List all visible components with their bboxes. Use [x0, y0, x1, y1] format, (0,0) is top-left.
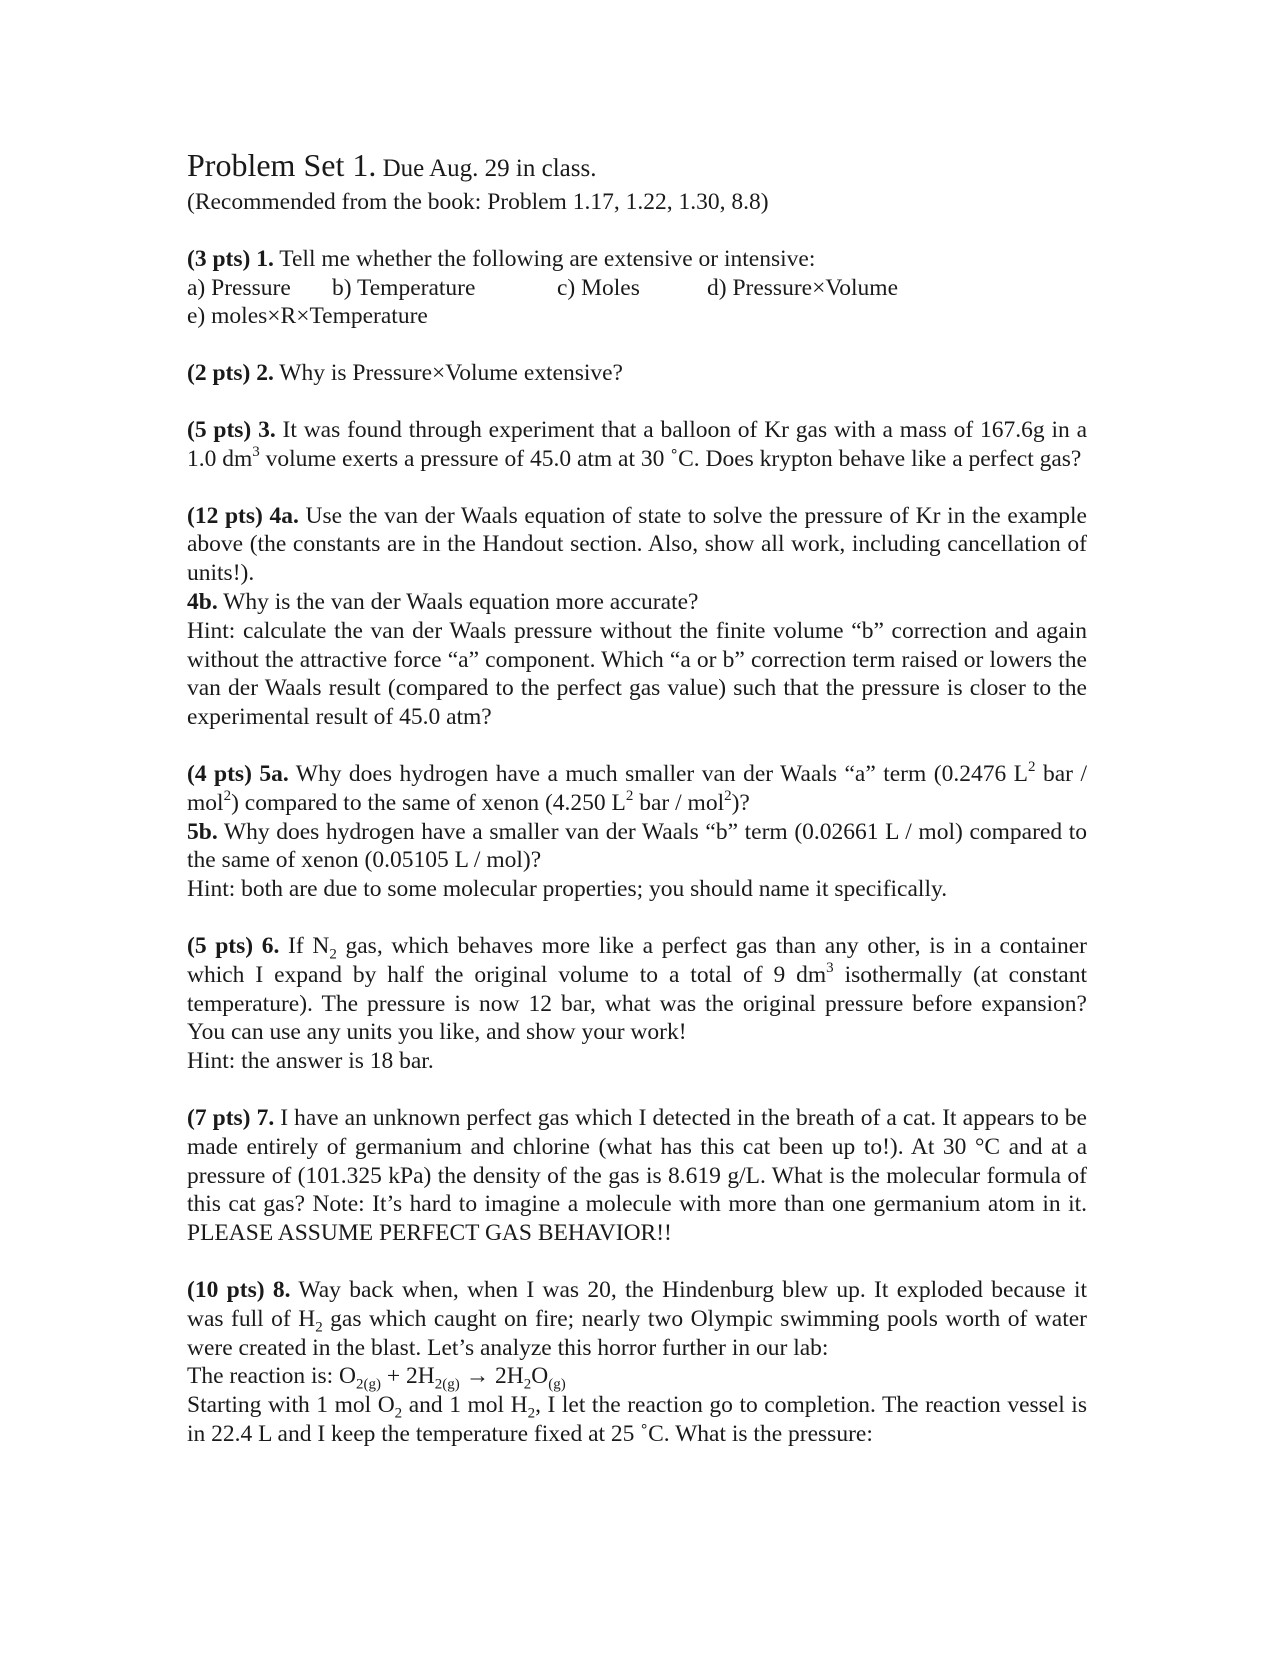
question-6-points: (5 pts) 6.	[187, 932, 280, 959]
option-d: d) Pressure×Volume	[707, 274, 899, 301]
question-1-points: (3 pts) 1.	[187, 245, 274, 272]
question-8: (10 pts) 8. Way back when, when I was 20, the Hindenburg blew up. It exploded because it was full of $H_2$ gas which caught on fire; nearly two Olympic swimming pools worth of water were created in the blast. Let’s analyze this horror further in our lab:	[187, 1276, 1088, 1361]
question-4a: (12 pts) 4a. Use the van der Waals equation of state to solve the pressure of Kr in the example above (the constants are in the Handout section. Also, show all work, including cancellation of units!).	[187, 502, 1087, 587]
question-4b: 4b. Why is the van der Waals equation more accurate?	[187, 588, 699, 615]
question-5-hint: Hint: both are due to some molecular properties; you should name it specifically.	[187, 876, 948, 903]
question-3-points: (5 pts) 3.	[187, 416, 276, 443]
reaction-equation: The reaction is: $O_{2(g)} + 2H_{2(g)} \to 2H_2O_{(g)}$	[187, 1363, 566, 1393]
option-b: b) Temperature	[332, 274, 476, 301]
question-3: (5 pts) 3. It was found through experiment that a balloon of Kr gas with a mass of 167.6g in a 1.0 $dm^3$ volume exerts a pressure of 45.0 atm at 30 ˚C. Does krypton behave like a perfect gas?	[187, 416, 1087, 472]
question-7-points: (7 pts) 7.	[187, 1104, 275, 1131]
option-e: e) moles×R×Temperature	[187, 303, 428, 330]
option-a: a) Pressure	[187, 274, 291, 301]
option-c: c) Moles	[557, 274, 640, 301]
question-5b: 5b. Why does hydrogen have a smaller van der Waals “b” term (0.02661 L / mol) compared to the same of xenon (0.05105 L / mol)?	[187, 818, 1087, 874]
question-2	[187, 359, 1087, 388]
question-6: (5 pts) 6. If $N_2$ gas, which behaves more like a perfect gas than any other, is in a container which I expand by half the original volume to a total of 9 $dm^3$ isothermally (at constant temperature). The pressure is now 12 bar, what was the original pressure before expansion? You can use any units you like, and show your work!	[187, 932, 1087, 1046]
due-date: Due Aug. 29 in class.	[376, 155, 597, 182]
question-8-conditions: Starting with 1 mol $O_2$ and 1 mol $H_2$, I let the reaction go to completion. The reaction vessel is in 22.4 L and I keep the temperature fixed at 25 ˚C. What is the pressure:	[187, 1392, 1087, 1447]
question-2-points: (2 pts) 2.	[187, 360, 274, 387]
question-2-text: Why is Pressure×Volume extensive?	[273, 360, 623, 387]
recommended-problems: (Recommended from the book: Problem 1.17, 1.22, 1.30, 8.8)	[187, 189, 769, 215]
question-6-hint: Hint: the answer is 18 bar.	[187, 1048, 434, 1075]
question-1-text: Tell me whether the following are extensive or intensive:	[273, 245, 816, 272]
document-page	[187, 148, 1087, 1449]
question-4-hint: Hint: calculate the van der Waals pressure without the finite volume “b” correction and again without the attractive force “a” component. Which “a or b” correction term raised or lowers the van der Waals result (compared to the perfect gas value) such that the pressure is closer to the experimental result of 45.0 atm?	[187, 617, 1087, 731]
question-5a: (4 pts) 5a. Why does hydrogen have a much smaller van der Waals “a” term (0.2476 $L^2$ bar / mol$^2$) compared to the same of xenon (4.250 $L^2$ bar / mol$^2$)?	[187, 759, 1087, 816]
question-1-options	[187, 274, 1087, 303]
page-title: Problem Set 1.	[187, 147, 377, 183]
question-1	[187, 245, 1087, 274]
question-4-points: (12 pts) 4a.	[187, 502, 299, 529]
question-8-points: (10 pts) 8.	[187, 1276, 291, 1303]
question-7: (7 pts) 7. I have an unknown perfect gas which I detected in the breath of a cat. It appears to be made entirely of germanium and chlorine (what has this cat been up to!). At 30 °C and at a pressure of (101.325 kPa) the density of the gas is 8.619 g/L. What is the molecular formula of this cat gas? Note: It’s hard to imagine a molecule with more than one germanium atom in it. PLEASE ASSUME PERFECT GAS BEHAVIOR!!	[187, 1104, 1087, 1247]
question-5-points: (4 pts) 5a.	[187, 760, 289, 787]
title-line	[187, 148, 1087, 186]
